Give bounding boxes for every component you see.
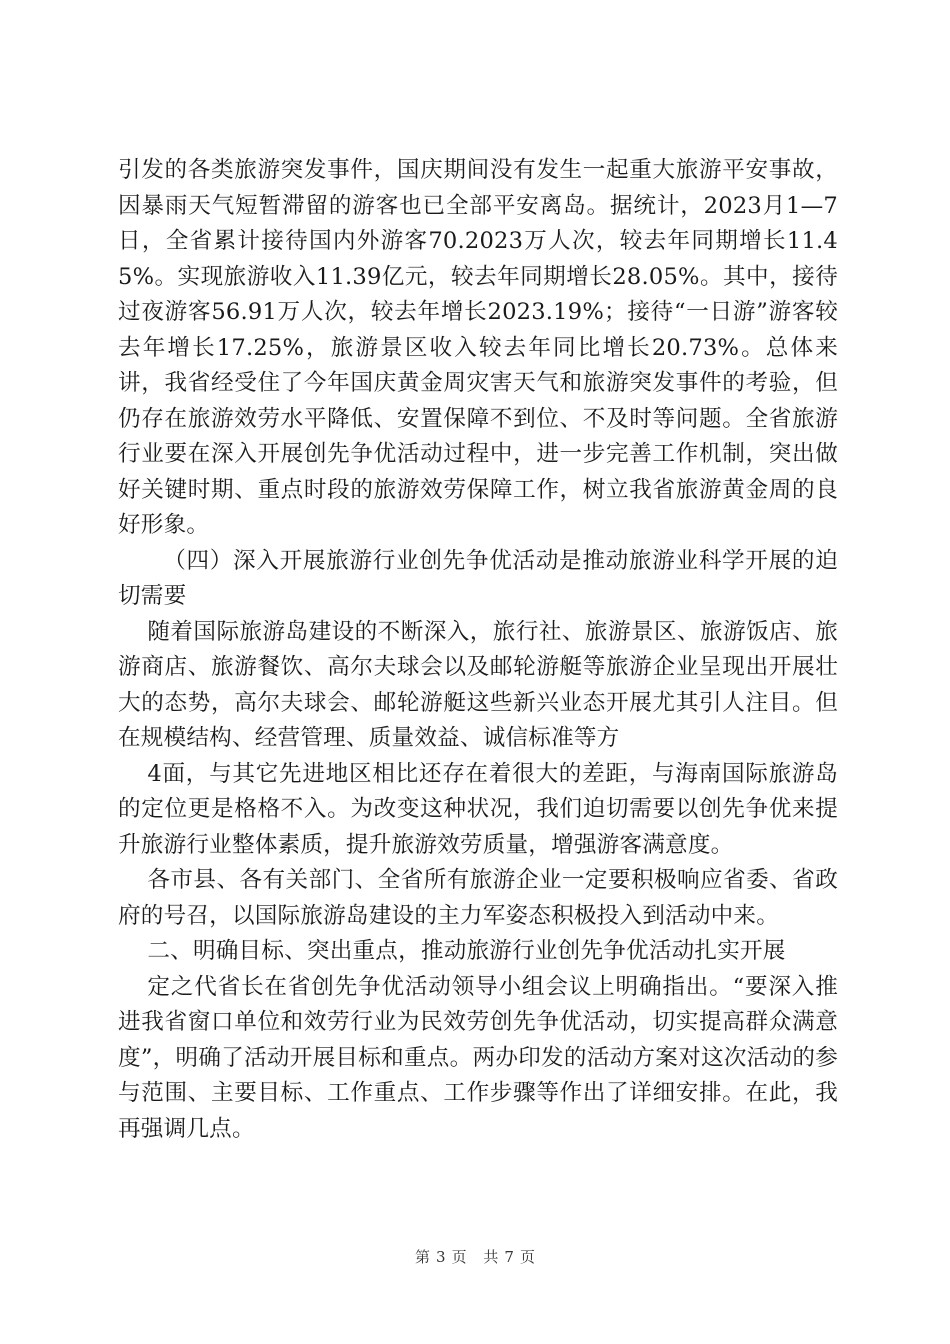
total-indicator bbox=[480, 1248, 538, 1266]
paragraph-5: 各市县、各有关部门、全省所有旅游企业一定要积极响应省委、省政府的号召，以国际旅游岛建设的主力军姿态积极投入到活动中来。 bbox=[118, 867, 838, 929]
paragraph-6-heading: 二、明确目标、突出重点，推动旅游行业创先争优活动扎实开展 bbox=[147, 938, 786, 964]
paragraph-4: 4面，与其它先进地区相比还存在着很大的差距，与海南国际旅游岛的定位更是格格不入。为改变这种状况，我们迫切需要以创先争优来提升旅游行业整体素质，提升旅游效劳质量，增强游客满意度。 bbox=[118, 760, 838, 858]
page-indicator bbox=[412, 1248, 470, 1266]
document-body bbox=[118, 153, 838, 1147]
paragraph-2-heading: （四）深入开展旅游行业创先争优活动是推动旅游业科学开展的迫切需要 bbox=[118, 547, 838, 609]
page-number: 3 bbox=[436, 1248, 446, 1266]
page-footer bbox=[0, 1246, 950, 1267]
total-prefix: 共 bbox=[483, 1248, 499, 1266]
total-pages: 7 bbox=[504, 1248, 514, 1266]
paragraph-7: 定之代省长在省创先争优活动领导小组会议上明确指出。“要深入推进我省窗口单位和效劳行业为民效劳创先争优活动，切实提高群众满意度”，明确了活动开展目标和重点。两办印发的活动方案对这次活动的参与范围、主要目标、工作重点、工作步骤等作出了详细安排。在此，我再强调几点。 bbox=[118, 973, 838, 1142]
total-suffix: 页 bbox=[519, 1248, 535, 1266]
paragraph-1: 引发的各类旅游突发事件，国庆期间没有发生一起重大旅游平安事故，因暴雨天气短暂滞留的游客也已全部平安离岛。据统计，2023月1—7日，全省累计接待国内外游客70.2023万人次，较去年同期增长11.45%。实现旅游收入11.39亿元，较去年同期增长28.05%。其中，接待过夜游客56.91万人次，较去年增长2023.19%；接待“一日游”游客较去年增长17.25%，旅游景区收入较去年同比增长20.73%。总体来讲，我省经受住了今年国庆黄金周灾害天气和旅游突发事件的考验，但仍存在旅游效劳水平降低、安置保障不到位、不及时等问题。全省旅游行业要在深入开展创先争优活动过程中，进一步完善工作机制，突出做好关键时期、重点时段的旅游效劳保障工作，树立我省旅游黄金周的良好形象。 bbox=[118, 157, 838, 538]
paragraph-3: 随着国际旅游岛建设的不断深入，旅行社、旅游景区、旅游饭店、旅游商店、旅游餐饮、高尔夫球会以及邮轮游艇等旅游企业呈现出开展壮大的态势，高尔夫球会、邮轮游艇这些新兴业态开展尤其引人注目。但在规模结构、经营管理、质量效益、诚信标准等方 bbox=[118, 618, 838, 751]
page-prefix: 第 bbox=[415, 1248, 431, 1266]
page-label: 页 bbox=[451, 1248, 467, 1266]
